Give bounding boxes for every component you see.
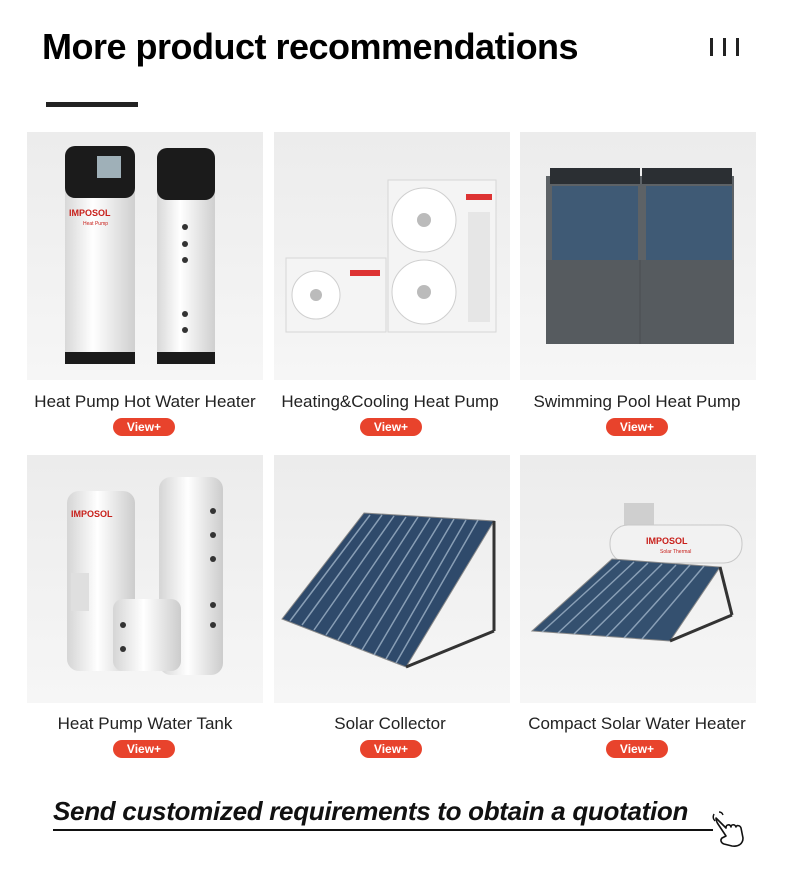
brand-logo: IMPOSOL [71,509,113,519]
cta-underline [53,829,713,831]
view-button[interactable]: View+ [360,418,422,436]
view-button[interactable]: View+ [360,740,422,758]
brand-logo: IMPOSOL [69,208,111,218]
product-name[interactable]: Swimming Pool Heat Pump [533,392,741,411]
menu-bars-icon[interactable] [708,38,740,58]
view-button[interactable]: View+ [113,740,175,758]
product-card-swimming-pool-heat-pump[interactable] [520,132,756,380]
page-title: More product recommendations [42,26,579,67]
heat-pump-water-tank-image [27,455,263,703]
product-name[interactable]: Compact Solar Water Heater [528,714,746,733]
solar-collector-image [274,455,510,703]
heating-cooling-heat-pump-image [274,132,510,380]
product-card-heating-cooling-heat-pump[interactable] [274,132,510,380]
view-button[interactable]: View+ [113,418,175,436]
view-button[interactable]: View+ [606,418,668,436]
product-name[interactable]: Heat Pump Hot Water Heater [34,392,256,411]
brand-logo: IMPOSOL [646,536,688,546]
product-card-heat-pump-water-heater[interactable] [27,132,263,380]
heat-pump-water-heater-image [27,132,263,380]
compact-solar-water-heater-image [520,455,756,703]
brand-sub-logo: Solar Thermal [660,549,692,555]
brand-sub-logo: Heat Pump [83,221,109,227]
title-underline [46,102,138,107]
quotation-cta[interactable]: Send customized requirements to obtain a quotation [53,796,689,826]
product-name[interactable]: Heat Pump Water Tank [57,714,233,733]
view-button[interactable]: View+ [606,740,668,758]
product-name[interactable]: Solar Collector [334,714,446,733]
product-name[interactable]: Heating&Cooling Heat Pump [281,392,499,411]
product-card-compact-solar-water-heater[interactable] [520,455,756,703]
swimming-pool-heat-pump-image [520,132,756,380]
product-card-solar-collector[interactable] [274,455,510,703]
pointing-hand-icon [710,810,750,850]
product-card-heat-pump-water-tank[interactable] [27,455,263,703]
